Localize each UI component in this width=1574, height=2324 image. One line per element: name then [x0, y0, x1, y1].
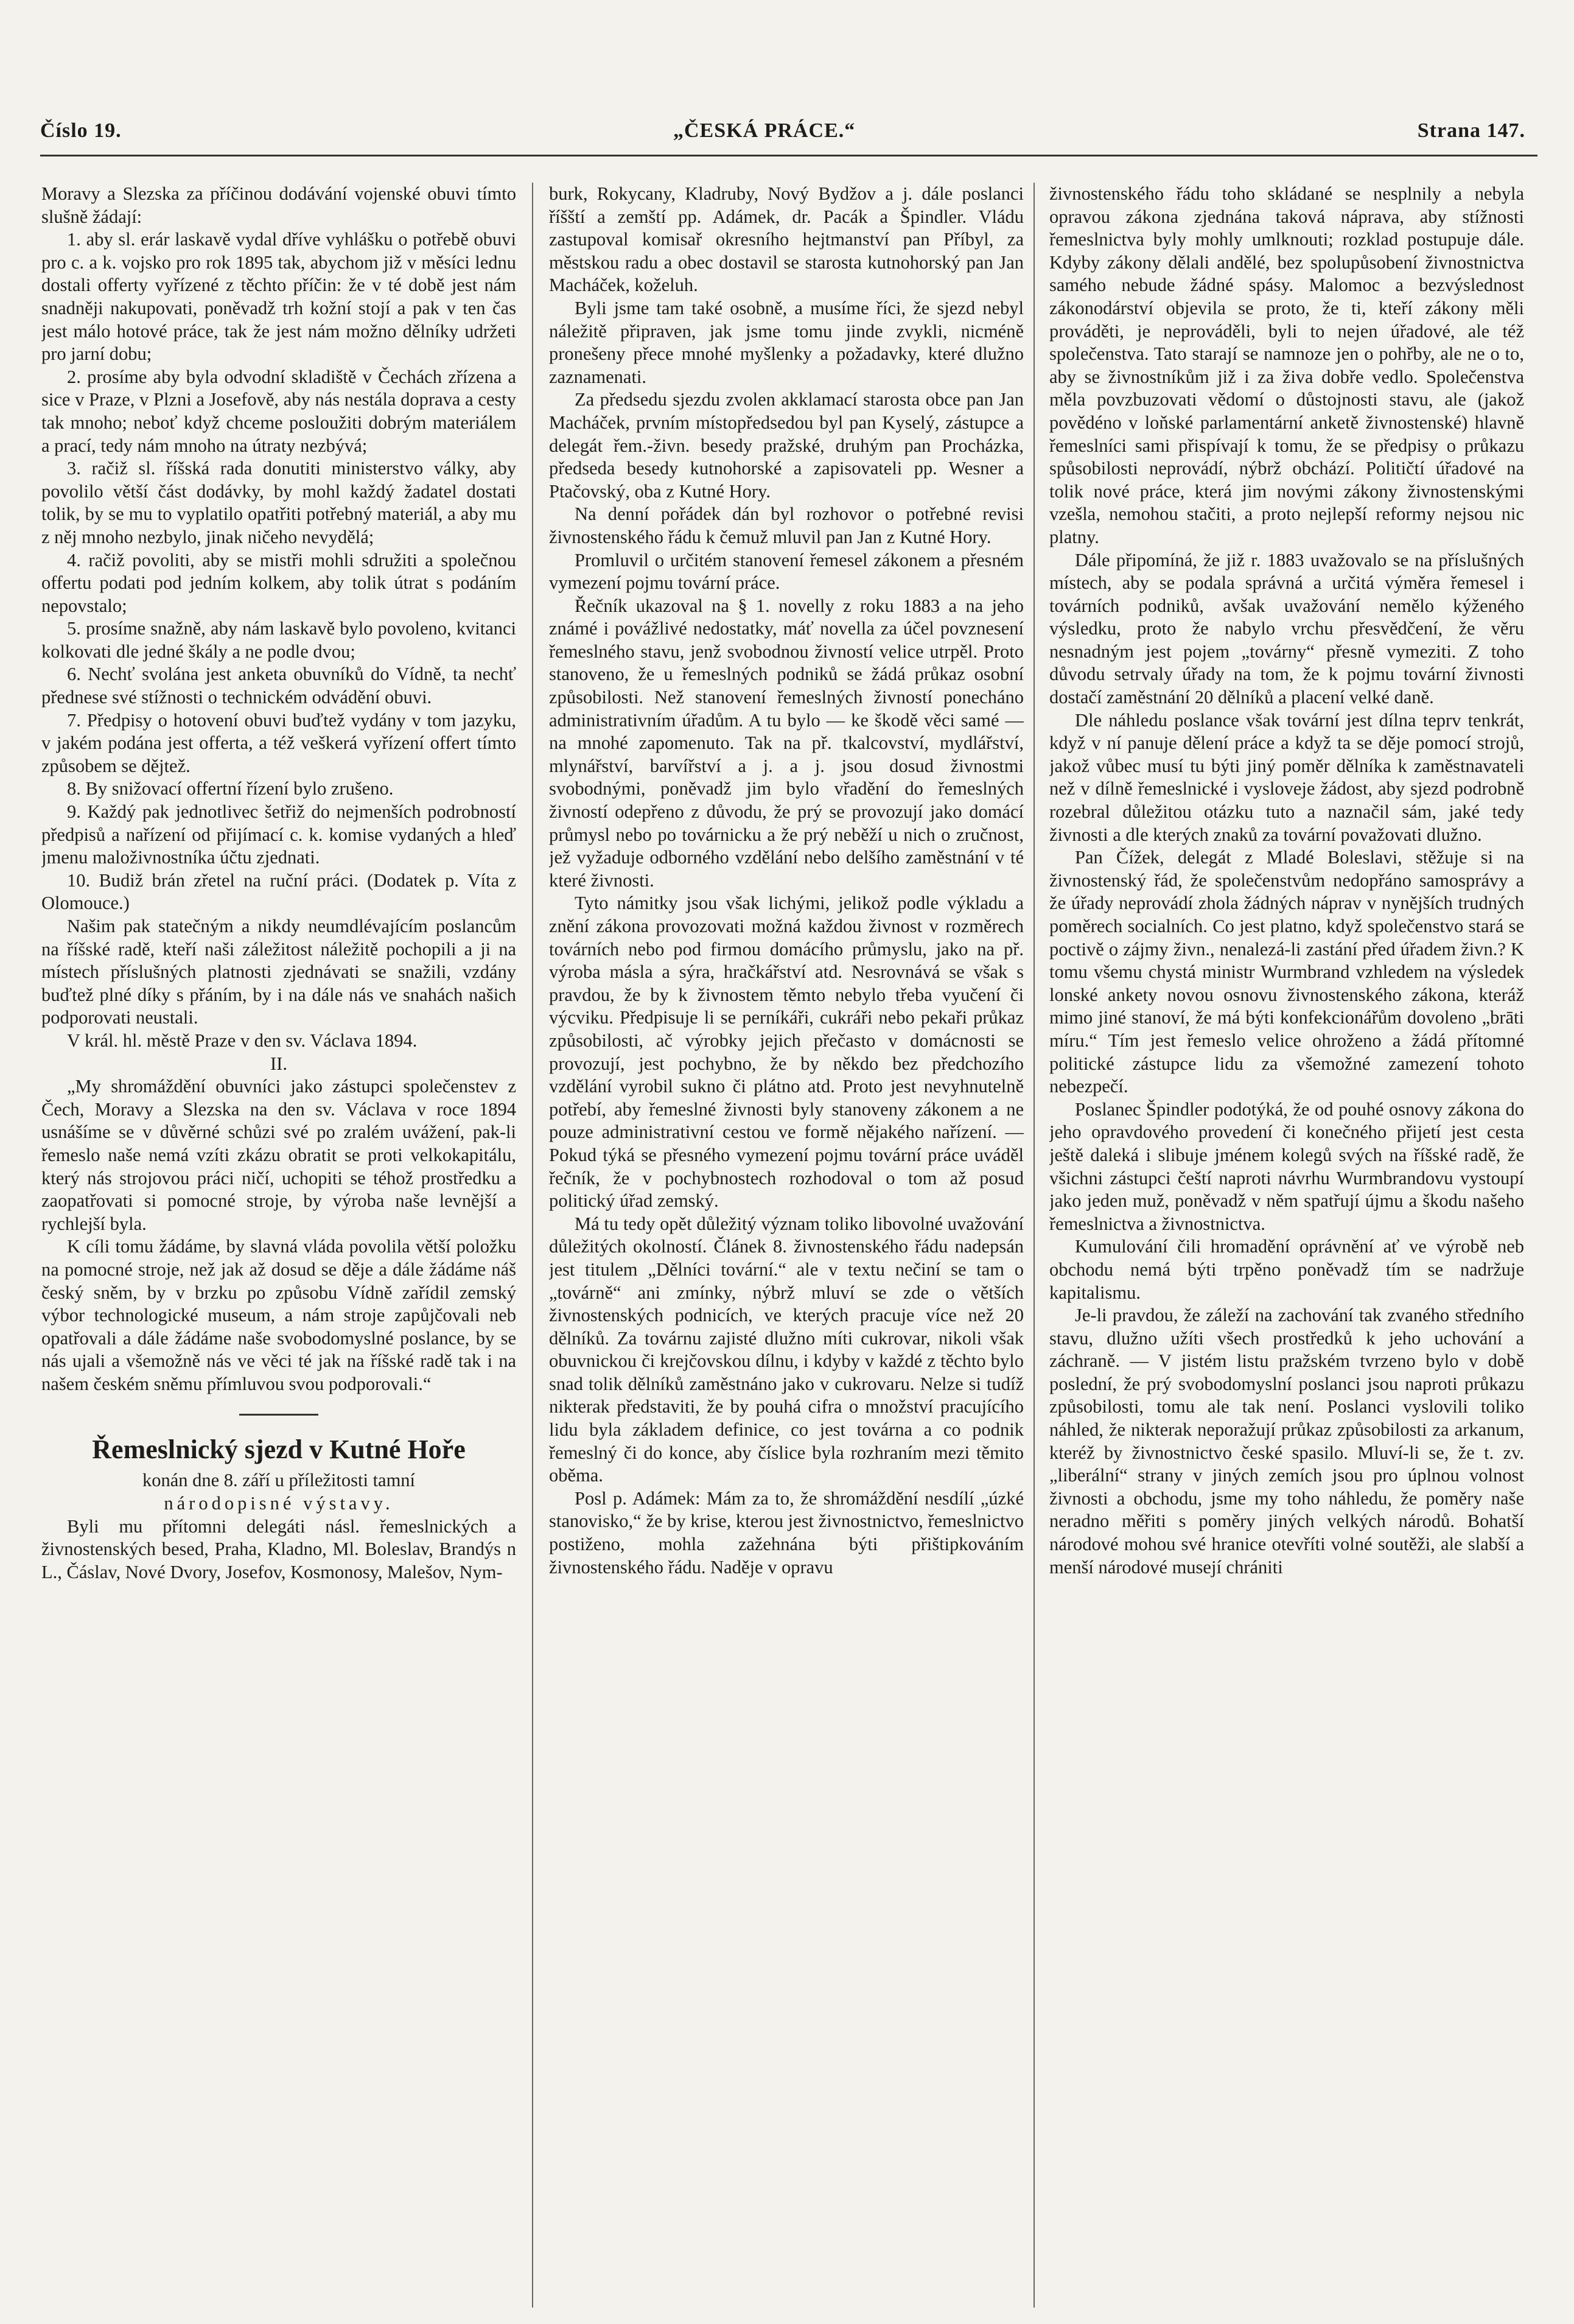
paragraph: Byli mu přítomni delegáti násl. řemeslnických a živnostenských besed, Praha, Kladno, Ml. Boleslav, Brandýs n L., Čáslav, Nové Dvory, Josefov, Kosmonosy, Malešov, Nym-: [41, 1515, 516, 1582]
paragraph: Na denní pořádek dán byl rozhovor o potřebné revisi živnostenského řádu k čemuž mluvil pan Jan z Kutné Hory.: [549, 504, 1024, 547]
article-subtitle: konán dne 8. září u příležitosti tamní: [142, 1470, 416, 1491]
paragraph: Dle náhledu poslance však tovární jest dílna teprv tenkrát, když v ní panuje dělení práce a když ta se děje pomocí strojů, jakož vůbec musí tu býti jiný poměr dělníka k zaměstnavateli než v dílně řemeslnické i vysloveje žádost, aby sjezd podrobně rozebral důležitou otázku tuto a naznačil sám, jaké tedy živnosti a dle kterých znaků za tovární považovati dlužno.: [1049, 709, 1524, 845]
list-item: 9. Každý pak jednotlivec šetřiž do nejmenších podrobností předpisů a nařízení od přijímací c. k. komise vydaných a hleď jmenu maloživnostníka účtu zjednati.: [41, 801, 516, 868]
column-divider: [1034, 183, 1035, 2308]
column-1: [41, 183, 516, 2301]
paragraph: Našim pak statečným a nikdy neumdlévajícím poslancům na říšské radě, kteří naši záležitost náležitě pochopili a ji na místech příslušných platnosti zjednávati se snažili, vzdány buďtež plné díky s přáním, by i na dále nás ve snahách našich podporovati neustali.: [41, 916, 516, 1028]
article-subtitle: národopisné výstavy.: [164, 1493, 394, 1514]
paragraph: Pan Čížek, delegát z Mladé Boleslavi, stěžuje si na živnostenský řád, že společenstvům nedopřáno samosprávy a že úřady neprovádí zhola žádných náprav v nynějších trudných poměrech socialních. Co jest platno, když společenstvo stará se poctivě o zájmy živn., nenalezá-li zastání před úřadem živn.? K tomu všemu chystá ministr Wurmbrand vzhledem na výsledek lonské ankety novou osnovu živnostenského zákona, kteráž mimo jiné stanoví, že má býti konfekcionářům dovoleno „brāti míru.“ Tím jest řemeslo velice ohroženo a žádá přítomné politické zástupce lidu za všemožné zamezení tohoto nebezpečí.: [1049, 847, 1524, 1097]
paragraph: Byli jsme tam také osobně, a musíme říci, že sjezd nebyl náležitě připraven, jak jsme tomu jinde zvykli, nicméně pronešeny přece mnohé myšlenky a požadavky, které dlužno zaznamenati.: [549, 297, 1024, 387]
paragraph: burk, Rokycany, Kladruby, Nový Bydžov a j. dále poslanci říšští a zemští pp. Adámek, dr. Pacák a Špindler. Vládu zastupoval komisař okresního hejtmanství pan Příbyl, za městskou radu a obec dostavil se starosta kutnohorský pan Jan Macháček, koželuh.: [549, 183, 1024, 296]
paragraph: Poslanec Špindler podotýká, že od pouhé osnovy zákona do jeho opravdového provedení či konečného přijetí jest cesta ještě daleká i slibuje jménem kolegů svých na říšské radě, že všichni zástupci čeští naproti návrhu Wurmbrandovu vystoupí jako jeden muž, poněvadž v něm spatřují újmu a škodu našeho řemeslnictva a živnostnictva.: [1049, 1098, 1524, 1234]
paragraph: Za předsedu sjezdu zvolen akklamací starosta obce pan Jan Macháček, prvním místopředsedou byl pan Kyselý, zástupce a delegát řem.-živn. besedy pražské, druhým pan Procházka, předseda besedy kutnohorské a zapisovateli pp. Wesner a Ptačovský, oba z Kutné Hory.: [549, 389, 1024, 502]
list-item: 1. aby sl. erár laskavě vydal dříve vyhlášku o potřebě obuvi pro c. a k. vojsko pro rok 1895 tak, abychom již v měsíci lednu dostali offerty vyřízené z těchto příčin: že v té době jest nám snadněji nakupovati, poněvadž trh kožní stojí a pak v ten čas jest málo hotové práce, tak že jest nám možno dělníky udržeti pro jarní dobu;: [41, 229, 516, 365]
paragraph: K cíli tomu žádáme, by slavná vláda povolila větší položku na pomocné stroje, než jak až dosud se děje a dále žádáme náš český sněm, by v brzku po způsobu Vídně zařídil zemský výbor technologické museum, a nám stroje zapůjčovali neb opatřovali a dále žádáme naše svobodomyslné poslance, by se nás ujali a všemožně nás ve věci té jak na říšské radě tak i na našem českém sněmu přímluvou svou podporovali.“: [41, 1236, 516, 1394]
list-item: 2. prosíme aby byla odvodní skladiště v Čechách zřízena a sice v Praze, v Plzni a Josefově, aby nás nestála doprava a cesty tak mnoho; neboť když chceme posloužiti dobrým materiálem a prací, tedy nám mnoho na útraty nezbývá;: [41, 366, 516, 456]
paragraph: Promluvil o určitém stanovení řemesel zákonem a přesném vymezení pojmu tovární práce.: [549, 549, 1024, 594]
paragraph: Kumulování čili hromadění oprávnění ať ve výrobě neb obchodu nemá býti trpěno poněvadž tím se nadržuje kapitalismu.: [1049, 1236, 1524, 1303]
list-item: 6. Nechť svolána jest anketa obuvníků do Vídně, ta nechť přednese své stížnosti o technickém odvádění obuvi.: [41, 664, 516, 708]
page-header: [40, 119, 1537, 156]
article-title: Řemeslnický sjezd v Kutné Hoře: [92, 1434, 466, 1465]
paragraph: „My shromáždění obuvníci jako zástupci společenstev z Čech, Moravy a Slezska na den sv. Václava v roce 1894 usnášíme se v důvěrné schůzi své po zralém uvážení, pak-li řemeslo naše nemá vzíti zkázu obratit se proti velkokapitálu, který nás strojovou práci ničí, uchopiti se téhož prostředku a zaopatřovati si pomocné stroje, by výroba naše levnější a rychlejší byla.: [41, 1076, 516, 1234]
paragraph: Posl p. Adámek: Mám za to, že shromáždění nesdílí „úzké stanovisko,“ že by krise, kterou jest živnostnictvo, řemeslnictvo postiženo, mohla zažehnána býti přištipkováním živnostenského řádu. Naděje v opravu: [549, 1487, 1024, 1578]
paragraph: živnostenského řádu toho skládané se nesplnily a nebyla opravou zákona zjednána taková náprava, aby stížnosti řemeslnictva byly mohly umlknouti; rozklad postupuje dále. Kdyby zákony dělali andělé, bez spolupůsobení živnostnictva samého nebude žádné spásy. Malomoc a bezvýslednost zákonodárství objevila se proto, že ti, kteří zákony měli prováděti, je neprováděli, byli to nejen úřadové, ale též společenstva. Tato starají se namnoze jen o pohřby, ale ne o to, aby se živnostníkům již i za živa dobře vedlo. Společenstva měla povzbuzovati vědomí o důstojnosti stavu, ale (jakož povědéno v loňské parlamentární anketě živnostenské) hlavně řemeslníci sami přispívají k tomu, že se předpisy o průkazu spůsobilosti neprovádí, nýbrž obchází. Političtí úřadové na tolik nové práce, která jim novými zákony živnostenskými vzešla, nemohou stačiti, a proto nejlepší reformy nejsou nic platny.: [1049, 183, 1524, 547]
paragraph: Tyto námitky jsou však lichými, jelikož podle výkladu a znění zákona provozovati možná každou živnost v rozměrech továrních nebo pod firmou domácího průmyslu, jako na př. výroba másla a sýra, hračkářství atd. Nesrovnává se však s pravdou, že by k živnostem těmto nebylo třeba vyučení či výcviku. Předpisuje li se perníkáři, cukráři nebo pekaři průkaz způsobilosti, ač výrobky jejich přečasto v domácnosti se provozují, jest pochybno, že by někdo bez předchozího vzdělání vyrobil sukno či plátno atd. Proto jest nevyhnutelně potřebí, aby řemeslné živnosti byly stanoveny zákonem a ne pouze administrativní cestou ve formě nějakého nařízení. — Pokud týká se přesného vymezení pojmu tovární práce uváděl řečník, že v pochybnostech rozhodoval o tom až posud politický úřad zemský.: [549, 893, 1024, 1212]
page-number: Strana 147.: [1417, 119, 1525, 142]
list-item: 3. račiž sl. říšská rada donutiti ministerstvo války, aby povolilo větší část dodávky, by mohl každý žadatel dostati tolik, by se mu to vyplatilo opatřiti potřebný materiál, a aby mu z něj mnoho nezbylo, jinak ničeho nevydělá;: [41, 458, 516, 547]
paragraph: Dále připomíná, že již r. 1883 uvažovalo se na příslušných místech, aby se podala správná a určitá výměra řemesel i továrních podniků, avšak uvažování nemělo kýženého výsledku, proto že nabylo vrchu přesvědčení, že věru nesnadným jest pojem „továrny“ přesně vymeziti. Z toho důvodu setrvaly úřady na tom, že k pojmu tovární živnosti dostačí zaměstnání 20 dělníků a placení velké daně.: [1049, 549, 1524, 708]
list-item: 10. Budiž brán zřetel na ruční práci. (Dodatek p. Víta z Olomouce.): [41, 869, 516, 914]
paragraph: Řečník ukazoval na § 1. novelly z roku 1883 a na jeho známé i povážlivé nedostatky, máť novella za účel povznesení řemeslného stavu, jenž svobodnou živností velice utrpěl. Proto stanoveno, že u řemeslných podniků se žádá průkaz osobní způsobilosti. Než stanovení řemeslných živností ponecháno administrativním úřadům. A tu bylo — ke škodě věci samé — na mnohé zapomenuto. Tak na př. tkalcovství, mydlářství, mlynářství, barvířství a j. a j. jsou dosud živnostmi svobodnými, poněvadž jim bylo vřadění do řemeslných živností odepřeno z důvodu, že prý se provozují jako domácí průmysl nebo po továrnicku a že prý neběží u nich o zručnost, jež vyžaduje odborného vzdělání nebo delšího zaměstnání v té které živnosti.: [549, 595, 1024, 891]
list-item: 8. By snižovací offertní řízení bylo zrušeno.: [67, 778, 394, 799]
header-rule: [40, 155, 1537, 156]
column-2: [549, 183, 1024, 2301]
paragraph: Moravy a Slezska za příčinou dodávání vojenské obuvi tímto slušně žádají:: [41, 183, 516, 227]
list-item: 4. račiž povoliti, aby se mistři mohli sdružiti a společnou offertu podati pod jedním kolkem, aby tolik útrat s podáním nepovstalo;: [41, 549, 516, 616]
issue-number: Číslo 19.: [40, 119, 122, 142]
paragraph: V král. hl. městě Praze v den sv. Václava 1894.: [67, 1030, 418, 1051]
newspaper-title: „ČESKÁ PRÁCE.“: [673, 119, 856, 142]
paragraph: Je-li pravdou, že záleží na zachování tak zvaného středního stavu, dlužno užíti všech prostředků k jeho uchování a záchraně. — V jistém listu pražském tvrzeno bylo v době poslední, že prý svobodomyslní poslanci jsou naproti průkazu způsobilosti, tomu ale tak není. Poslanci vyslovili toliko náhled, že nikterak neporažují průkaz způsobilosti za arkanum, kteréž by živnostnictvo české spasilo. Mluví-li se, že t. zv. „liberální“ strany v jiných zemích jsou pro úplnou volnost živnosti a obchodu, jsme my toho náhledu, že poměry naše neradno měřiti s poměry jiných velkých národů. Bohatší národové mohou své hranice otevříti volné soutěži, ale slabší a menší národové musejí chrániti: [1049, 1305, 1524, 1578]
section-separator: [239, 1414, 318, 1416]
list-item: 7. Předpisy o hotovení obuvi buďtež vydány v tom jazyku, v jakém podána jest offerta, a též veškerá vyřízení offert tímto způsobem se dějtež.: [41, 709, 516, 776]
list-item: 5. prosíme snažně, aby nám laskavě bylo povoleno, kvitanci kolkovati dle jedné škály a ne podle dvou;: [41, 618, 516, 662]
section-number: II.: [270, 1053, 287, 1074]
paragraph: Má tu tedy opět důležitý význam toliko libovolné uvažování důležitých okolností. Článek 8. živnostenského řádu nadepsán jest titulem „Dělníci tovární.“ ale v textu nečiní se tam o „továrně“ ani zmínky, nýbrž mluví se zde o větších živnostenských podnicích, ve kterých pracuje více než 20 dělníků. Za továrnu zajisté dlužno míti cukrovar, nikoli však obuvnickou či krejčovskou dílnu, i kdyby v každé z těchto bylo snad tolik dělníků zaměstnáno jako v cukrovaru. Nelze si tudíž nikterak představiti, že by pouhá cifra o množství pracujícího lidu byla základem definice, co jest továrna a co podnik řemeslný či do konce, aby číslice byla rozhraním mezi těmito oběma.: [549, 1213, 1024, 1486]
column-3: [1049, 183, 1524, 2301]
column-divider: [532, 183, 533, 2308]
